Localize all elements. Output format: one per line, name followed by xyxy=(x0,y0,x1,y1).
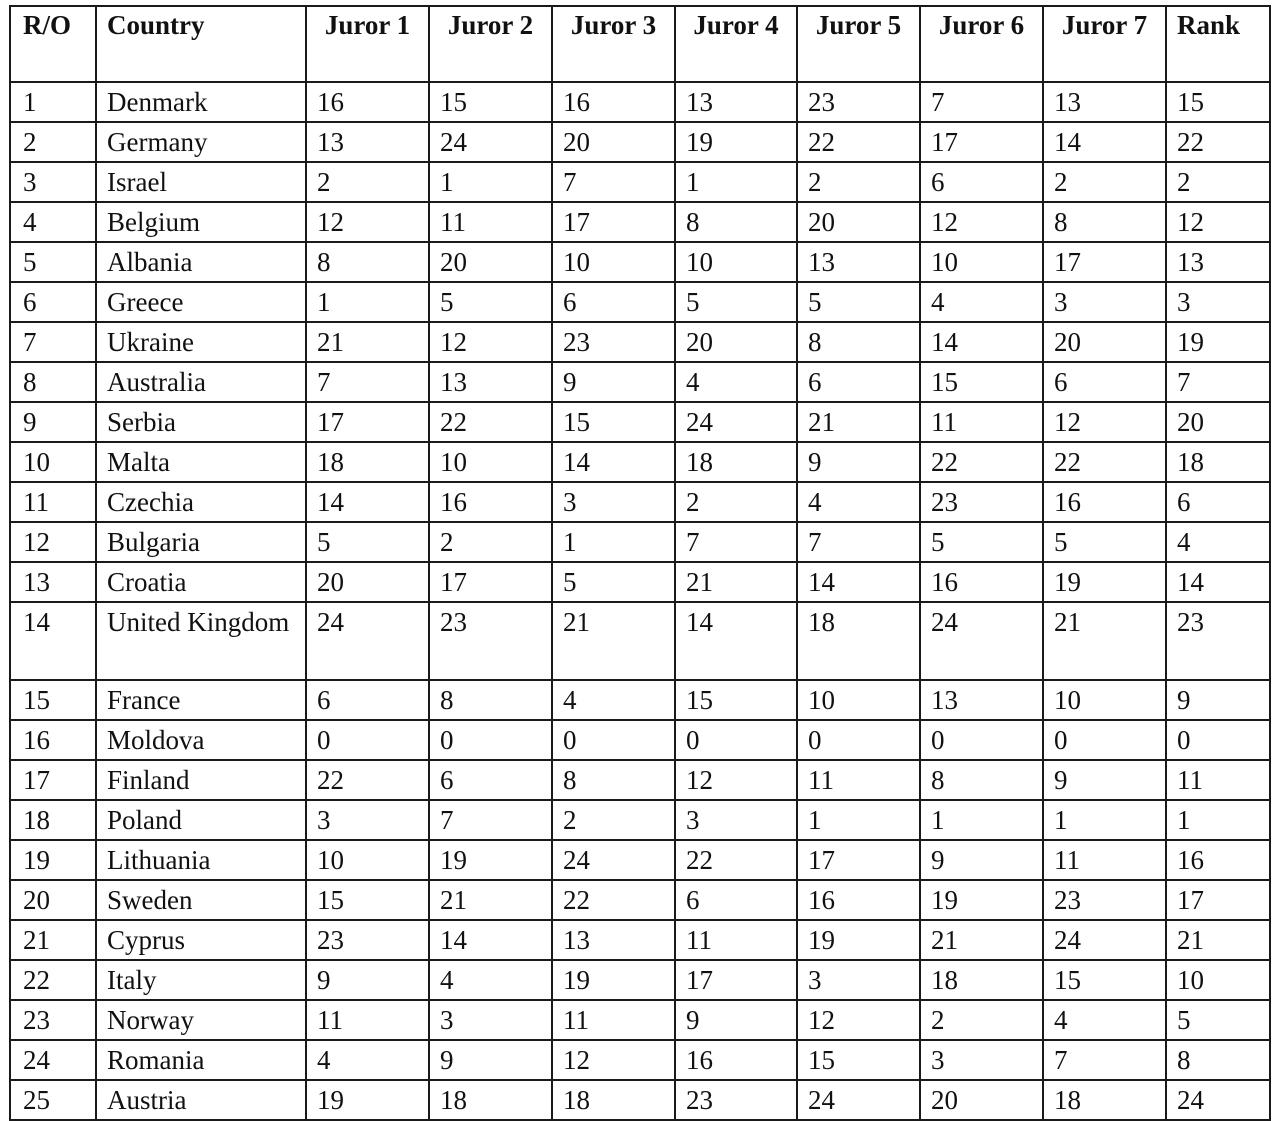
table-cell: 16 xyxy=(1043,482,1166,522)
table-cell: 12 xyxy=(10,522,96,562)
table-cell: 8 xyxy=(1166,1040,1270,1080)
table-row xyxy=(10,442,1270,482)
table-cell: 1 xyxy=(920,800,1043,840)
table-cell: 15 xyxy=(429,82,552,122)
table-cell: 19 xyxy=(429,840,552,880)
table-row xyxy=(10,1080,1270,1120)
table-cell: 0 xyxy=(552,720,675,760)
table-cell: 2 xyxy=(1043,162,1166,202)
table-cell: 8 xyxy=(675,202,797,242)
table-row xyxy=(10,362,1270,402)
table-cell: Poland xyxy=(96,800,306,840)
table-cell: 12 xyxy=(1043,402,1166,442)
table-row xyxy=(10,920,1270,960)
column-header: Juror 2 xyxy=(429,6,552,82)
table-cell: 6 xyxy=(1043,362,1166,402)
jury-ranking-table-container xyxy=(9,5,1271,1121)
table-cell: 2 xyxy=(797,162,920,202)
table-cell: 3 xyxy=(920,1040,1043,1080)
table-cell: 2 xyxy=(429,522,552,562)
table-cell: 24 xyxy=(797,1080,920,1120)
table-cell: 6 xyxy=(675,880,797,920)
table-cell: 14 xyxy=(10,602,96,680)
table-cell: 9 xyxy=(429,1040,552,1080)
table-cell: 2 xyxy=(552,800,675,840)
column-header: Juror 7 xyxy=(1043,6,1166,82)
table-cell: Norway xyxy=(96,1000,306,1040)
table-cell: 7 xyxy=(920,82,1043,122)
table-cell: 7 xyxy=(1166,362,1270,402)
table-cell: 23 xyxy=(675,1080,797,1120)
table-cell: 11 xyxy=(797,760,920,800)
table-cell: 17 xyxy=(797,840,920,880)
table-row xyxy=(10,880,1270,920)
table-cell: 8 xyxy=(429,680,552,720)
table-cell: 5 xyxy=(552,562,675,602)
table-cell: Denmark xyxy=(96,82,306,122)
table-cell: 19 xyxy=(797,920,920,960)
table-cell: 15 xyxy=(10,680,96,720)
table-cell: 9 xyxy=(797,442,920,482)
table-cell: 20 xyxy=(306,562,429,602)
table-cell: Greece xyxy=(96,282,306,322)
table-cell: 6 xyxy=(1166,482,1270,522)
table-cell: 9 xyxy=(1166,680,1270,720)
table-cell: 22 xyxy=(1043,442,1166,482)
table-cell: Belgium xyxy=(96,202,306,242)
table-cell: Ukraine xyxy=(96,322,306,362)
table-cell: 23 xyxy=(429,602,552,680)
table-cell: 2 xyxy=(920,1000,1043,1040)
table-cell: 0 xyxy=(797,720,920,760)
table-cell: 10 xyxy=(429,442,552,482)
table-cell: 20 xyxy=(675,322,797,362)
table-row xyxy=(10,1040,1270,1080)
table-cell: 20 xyxy=(920,1080,1043,1120)
table-cell: 0 xyxy=(1166,720,1270,760)
table-cell: 11 xyxy=(1166,760,1270,800)
table-row xyxy=(10,522,1270,562)
table-cell: 21 xyxy=(797,402,920,442)
table-cell: 5 xyxy=(429,282,552,322)
table-cell: 24 xyxy=(1166,1080,1270,1120)
table-cell: 18 xyxy=(10,800,96,840)
table-cell: 6 xyxy=(306,680,429,720)
table-cell: 1 xyxy=(1166,800,1270,840)
table-cell: 13 xyxy=(1166,242,1270,282)
table-cell: 20 xyxy=(1166,402,1270,442)
table-cell: 4 xyxy=(306,1040,429,1080)
table-cell: 9 xyxy=(10,402,96,442)
table-cell: 22 xyxy=(429,402,552,442)
table-cell: Albania xyxy=(96,242,306,282)
table-cell: 5 xyxy=(10,242,96,282)
table-cell: 7 xyxy=(429,800,552,840)
table-cell: 4 xyxy=(429,960,552,1000)
table-cell: 9 xyxy=(1043,760,1166,800)
table-cell: 15 xyxy=(1043,960,1166,1000)
table-cell: Austria xyxy=(96,1080,306,1120)
table-cell: 3 xyxy=(1043,282,1166,322)
table-cell: 13 xyxy=(10,562,96,602)
table-cell: 23 xyxy=(306,920,429,960)
column-header: Rank xyxy=(1166,6,1270,82)
table-cell: 25 xyxy=(10,1080,96,1120)
table-cell: 8 xyxy=(306,242,429,282)
table-cell: 11 xyxy=(306,1000,429,1040)
table-cell: Romania xyxy=(96,1040,306,1080)
table-cell: 7 xyxy=(10,322,96,362)
table-cell: Serbia xyxy=(96,402,306,442)
table-cell: 18 xyxy=(306,442,429,482)
table-cell: 17 xyxy=(1043,242,1166,282)
table-cell: Germany xyxy=(96,122,306,162)
table-cell: 10 xyxy=(920,242,1043,282)
table-cell: 8 xyxy=(1043,202,1166,242)
table-cell: 9 xyxy=(552,362,675,402)
table-cell: 24 xyxy=(429,122,552,162)
table-cell: 16 xyxy=(1166,840,1270,880)
table-cell: 10 xyxy=(1043,680,1166,720)
table-cell: 8 xyxy=(920,760,1043,800)
table-cell: 14 xyxy=(920,322,1043,362)
table-cell: 12 xyxy=(552,1040,675,1080)
table-cell: 18 xyxy=(920,960,1043,1000)
table-cell: 23 xyxy=(1166,602,1270,680)
table-cell: 4 xyxy=(10,202,96,242)
table-cell: 1 xyxy=(429,162,552,202)
table-cell: United Kingdom xyxy=(96,602,306,680)
table-cell: 0 xyxy=(675,720,797,760)
table-cell: 10 xyxy=(675,242,797,282)
table-cell: 24 xyxy=(1043,920,1166,960)
table-cell: 19 xyxy=(552,960,675,1000)
table-cell: 23 xyxy=(10,1000,96,1040)
table-cell: 22 xyxy=(10,960,96,1000)
table-cell: 21 xyxy=(1166,920,1270,960)
table-cell: 14 xyxy=(1043,122,1166,162)
table-cell: 6 xyxy=(552,282,675,322)
table-cell: 5 xyxy=(1043,522,1166,562)
table-cell: 11 xyxy=(1043,840,1166,880)
table-cell: 20 xyxy=(429,242,552,282)
table-cell: 5 xyxy=(1166,1000,1270,1040)
table-cell: Israel xyxy=(96,162,306,202)
table-cell: 4 xyxy=(552,680,675,720)
table-cell: 19 xyxy=(675,122,797,162)
table-cell: 24 xyxy=(306,602,429,680)
table-cell: 14 xyxy=(1166,562,1270,602)
table-cell: 1 xyxy=(10,82,96,122)
table-cell: 12 xyxy=(306,202,429,242)
table-body xyxy=(10,82,1270,1120)
table-cell: 24 xyxy=(675,402,797,442)
table-cell: 22 xyxy=(552,880,675,920)
table-cell: 22 xyxy=(306,760,429,800)
table-cell: 1 xyxy=(675,162,797,202)
table-cell: 6 xyxy=(10,282,96,322)
table-cell: Finland xyxy=(96,760,306,800)
table-cell: 17 xyxy=(1166,880,1270,920)
table-cell: 19 xyxy=(920,880,1043,920)
table-cell: 11 xyxy=(429,202,552,242)
table-row xyxy=(10,322,1270,362)
table-cell: 10 xyxy=(1166,960,1270,1000)
table-cell: Australia xyxy=(96,362,306,402)
table-cell: 16 xyxy=(429,482,552,522)
table-row xyxy=(10,122,1270,162)
table-cell: 14 xyxy=(552,442,675,482)
table-cell: 2 xyxy=(10,122,96,162)
table-cell: 1 xyxy=(306,282,429,322)
table-cell: 6 xyxy=(920,162,1043,202)
table-row xyxy=(10,202,1270,242)
table-cell: 12 xyxy=(429,322,552,362)
table-cell: 4 xyxy=(1043,1000,1166,1040)
table-cell: 10 xyxy=(10,442,96,482)
table-cell: 2 xyxy=(1166,162,1270,202)
table-cell: 12 xyxy=(797,1000,920,1040)
table-cell: 21 xyxy=(1043,602,1166,680)
table-cell: 18 xyxy=(1043,1080,1166,1120)
table-cell: 12 xyxy=(1166,202,1270,242)
table-cell: 10 xyxy=(552,242,675,282)
table-cell: Croatia xyxy=(96,562,306,602)
table-row xyxy=(10,760,1270,800)
table-cell: 7 xyxy=(1043,1040,1166,1080)
table-cell: 16 xyxy=(552,82,675,122)
table-cell: 17 xyxy=(675,960,797,1000)
table-cell: 0 xyxy=(920,720,1043,760)
table-cell: 15 xyxy=(920,362,1043,402)
table-cell: 3 xyxy=(797,960,920,1000)
table-cell: Sweden xyxy=(96,880,306,920)
table-row xyxy=(10,562,1270,602)
table-row xyxy=(10,602,1270,680)
table-cell: 2 xyxy=(306,162,429,202)
table-cell: 18 xyxy=(552,1080,675,1120)
table-cell: 3 xyxy=(1166,282,1270,322)
table-cell: 4 xyxy=(797,482,920,522)
table-row xyxy=(10,242,1270,282)
table-cell: 13 xyxy=(306,122,429,162)
table-cell: 7 xyxy=(675,522,797,562)
table-cell: 0 xyxy=(429,720,552,760)
table-cell: 22 xyxy=(797,122,920,162)
table-cell: 21 xyxy=(306,322,429,362)
table-cell: 5 xyxy=(675,282,797,322)
column-header: Juror 3 xyxy=(552,6,675,82)
table-row xyxy=(10,800,1270,840)
table-cell: 15 xyxy=(675,680,797,720)
table-cell: 16 xyxy=(10,720,96,760)
table-cell: Bulgaria xyxy=(96,522,306,562)
table-row xyxy=(10,680,1270,720)
table-cell: 17 xyxy=(10,760,96,800)
table-cell: 5 xyxy=(920,522,1043,562)
table-cell: France xyxy=(96,680,306,720)
table-cell: 1 xyxy=(1043,800,1166,840)
header-row xyxy=(10,6,1270,82)
table-cell: 19 xyxy=(1043,562,1166,602)
table-cell: 3 xyxy=(10,162,96,202)
column-header: R/O xyxy=(10,6,96,82)
table-cell: 7 xyxy=(306,362,429,402)
table-cell: 18 xyxy=(797,602,920,680)
table-cell: 11 xyxy=(552,1000,675,1040)
table-cell: 4 xyxy=(675,362,797,402)
table-cell: 19 xyxy=(1166,322,1270,362)
table-cell: Italy xyxy=(96,960,306,1000)
table-cell: 13 xyxy=(429,362,552,402)
table-cell: 19 xyxy=(10,840,96,880)
table-cell: Moldova xyxy=(96,720,306,760)
table-cell: 16 xyxy=(306,82,429,122)
table-cell: 1 xyxy=(552,522,675,562)
table-cell: 1 xyxy=(797,800,920,840)
table-cell: 18 xyxy=(429,1080,552,1120)
table-cell: 17 xyxy=(552,202,675,242)
table-cell: 17 xyxy=(920,122,1043,162)
table-cell: Lithuania xyxy=(96,840,306,880)
table-cell: 6 xyxy=(429,760,552,800)
table-cell: 14 xyxy=(429,920,552,960)
table-cell: 18 xyxy=(675,442,797,482)
table-cell: 21 xyxy=(10,920,96,960)
table-cell: 4 xyxy=(920,282,1043,322)
table-cell: 7 xyxy=(552,162,675,202)
table-cell: 9 xyxy=(920,840,1043,880)
table-cell: 6 xyxy=(797,362,920,402)
table-cell: 8 xyxy=(552,760,675,800)
table-cell: 13 xyxy=(920,680,1043,720)
table-cell: 23 xyxy=(552,322,675,362)
table-cell: 15 xyxy=(306,880,429,920)
table-cell: Malta xyxy=(96,442,306,482)
table-cell: 15 xyxy=(797,1040,920,1080)
table-cell: 23 xyxy=(797,82,920,122)
table-cell: 22 xyxy=(1166,122,1270,162)
table-cell: 0 xyxy=(306,720,429,760)
table-cell: Cyprus xyxy=(96,920,306,960)
table-cell: 20 xyxy=(1043,322,1166,362)
table-cell: 11 xyxy=(10,482,96,522)
table-cell: 9 xyxy=(675,1000,797,1040)
jury-ranking-table xyxy=(9,5,1271,1121)
table-cell: 20 xyxy=(10,880,96,920)
table-cell: 11 xyxy=(675,920,797,960)
table-cell: 5 xyxy=(797,282,920,322)
table-row xyxy=(10,282,1270,322)
table-cell: 9 xyxy=(306,960,429,1000)
table-cell: 4 xyxy=(1166,522,1270,562)
table-cell: 17 xyxy=(306,402,429,442)
table-cell: 16 xyxy=(797,880,920,920)
table-row xyxy=(10,162,1270,202)
table-cell: 24 xyxy=(552,840,675,880)
table-cell: 19 xyxy=(306,1080,429,1120)
table-cell: 5 xyxy=(306,522,429,562)
table-cell: 11 xyxy=(920,402,1043,442)
table-cell: 22 xyxy=(675,840,797,880)
table-cell: 13 xyxy=(797,242,920,282)
table-cell: 20 xyxy=(552,122,675,162)
column-header: Juror 6 xyxy=(920,6,1043,82)
table-cell: 14 xyxy=(675,602,797,680)
table-cell: 20 xyxy=(797,202,920,242)
table-cell: 23 xyxy=(920,482,1043,522)
table-cell: 21 xyxy=(552,602,675,680)
table-cell: 8 xyxy=(10,362,96,402)
table-cell: 21 xyxy=(429,880,552,920)
table-cell: 17 xyxy=(429,562,552,602)
table-cell: 24 xyxy=(10,1040,96,1080)
table-cell: Czechia xyxy=(96,482,306,522)
table-cell: 12 xyxy=(920,202,1043,242)
table-row xyxy=(10,402,1270,442)
column-header: Juror 1 xyxy=(306,6,429,82)
table-cell: 16 xyxy=(675,1040,797,1080)
table-cell: 3 xyxy=(429,1000,552,1040)
column-header: Juror 5 xyxy=(797,6,920,82)
table-cell: 12 xyxy=(675,760,797,800)
table-cell: 2 xyxy=(675,482,797,522)
table-cell: 13 xyxy=(675,82,797,122)
table-cell: 3 xyxy=(552,482,675,522)
table-cell: 8 xyxy=(797,322,920,362)
table-cell: 10 xyxy=(306,840,429,880)
table-cell: 23 xyxy=(1043,880,1166,920)
table-cell: 0 xyxy=(1043,720,1166,760)
table-cell: 14 xyxy=(797,562,920,602)
table-cell: 13 xyxy=(552,920,675,960)
table-cell: 16 xyxy=(920,562,1043,602)
table-cell: 3 xyxy=(306,800,429,840)
table-cell: 7 xyxy=(797,522,920,562)
table-cell: 14 xyxy=(306,482,429,522)
table-cell: 18 xyxy=(1166,442,1270,482)
table-row xyxy=(10,482,1270,522)
table-row xyxy=(10,82,1270,122)
table-cell: 3 xyxy=(675,800,797,840)
column-header: Country xyxy=(96,6,306,82)
table-cell: 21 xyxy=(920,920,1043,960)
table-row xyxy=(10,840,1270,880)
table-row xyxy=(10,960,1270,1000)
table-cell: 15 xyxy=(1166,82,1270,122)
table-cell: 10 xyxy=(797,680,920,720)
table-cell: 21 xyxy=(675,562,797,602)
table-row xyxy=(10,1000,1270,1040)
table-cell: 22 xyxy=(920,442,1043,482)
table-row xyxy=(10,720,1270,760)
table-cell: 13 xyxy=(1043,82,1166,122)
table-cell: 24 xyxy=(920,602,1043,680)
table-cell: 15 xyxy=(552,402,675,442)
column-header: Juror 4 xyxy=(675,6,797,82)
